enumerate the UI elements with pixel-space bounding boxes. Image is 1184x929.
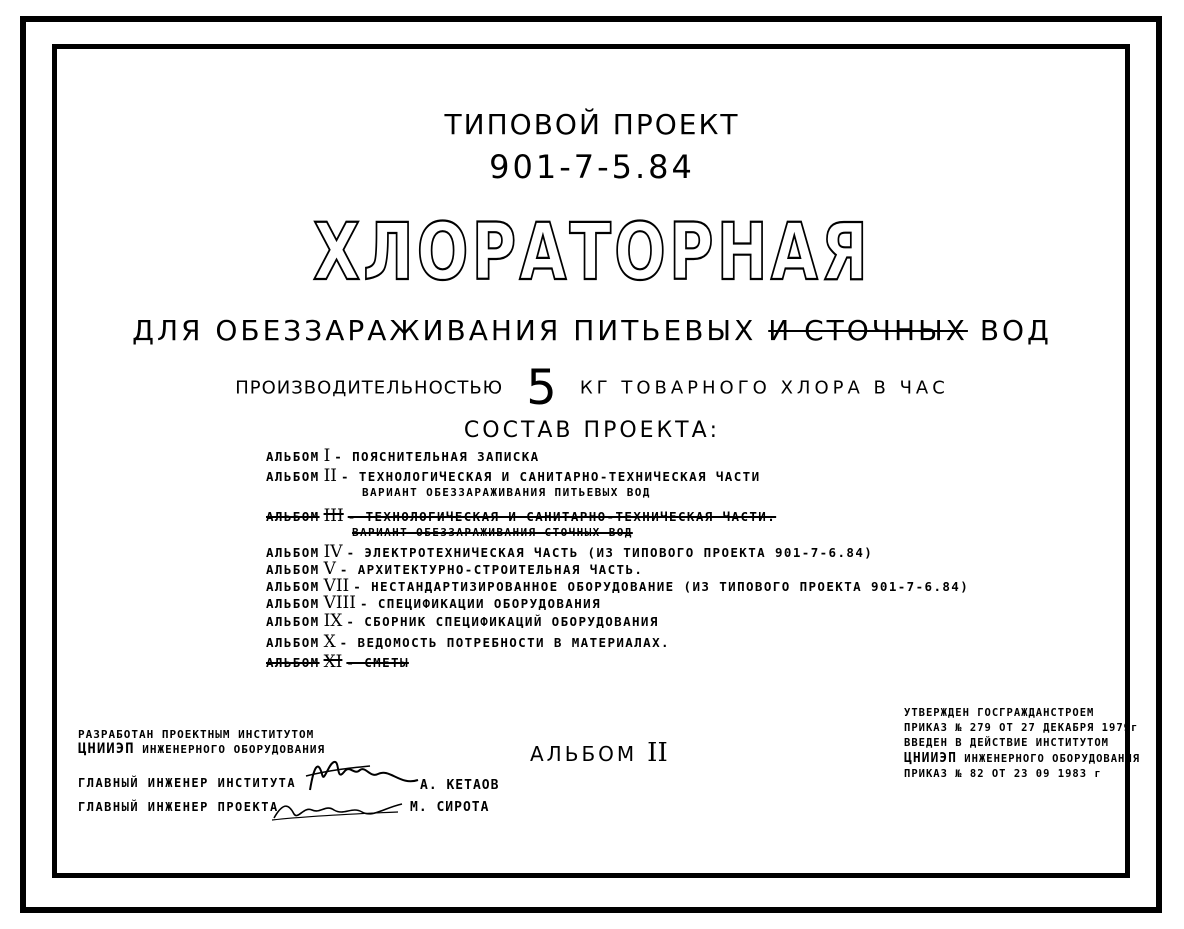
album-row xyxy=(266,652,409,672)
album-row-label: АЛЬБОМ xyxy=(266,655,320,670)
chief-engineer-institute-name: А. КЕТАОВ xyxy=(420,778,500,793)
album-row-text: - НЕСТАНДАРТИЗИРОВАННОЕ ОБОРУДОВАНИЕ (ИЗ ТИПОВОГО ПРОЕКТА 901-7-6.84) xyxy=(353,579,970,594)
album-row-num: II xyxy=(323,466,337,486)
album-row-text: - СПЕЦИФИКАЦИИ ОБОРУДОВАНИЯ xyxy=(360,596,601,611)
album-row-num: IV xyxy=(323,542,343,562)
capacity-suffix: КГ ТОВАРНОГО ХЛОРА В ЧАС xyxy=(579,377,949,399)
album-row xyxy=(266,446,540,466)
album-row-num: VIII xyxy=(323,593,356,613)
album-row-label: АЛЬБОМ xyxy=(266,545,320,560)
album-row xyxy=(266,593,601,613)
developer-line1: РАЗРАБОТАН ПРОЕКТНЫМ ИНСТИТУТОМ xyxy=(78,728,315,741)
album-row-subtitle: ВАРИАНТ ОБЕЗЗАРАЖИВАНИЯ СТОЧНЫХ ВОД xyxy=(352,526,633,539)
signature-sirota-graphic xyxy=(268,796,408,826)
album-row-num: I xyxy=(323,446,331,466)
album-row-label: АЛЬБОМ xyxy=(266,614,320,629)
album-row-num: VII xyxy=(323,576,350,596)
project-type-label: ТИПОВОЙ ПРОЕКТ xyxy=(444,108,740,141)
composition-heading: СОСТАВ ПРОЕКТА: xyxy=(463,418,721,443)
developer-line2 xyxy=(78,741,325,757)
approval-line2: ПРИКАЗ № 279 ОТ 27 ДЕКАБРЯ 1979г xyxy=(904,722,1139,734)
album-row-subtitle: ВАРИАНТ ОБЕЗЗАРАЖИВАНИЯ ПИТЬЕВЫХ ВОД xyxy=(362,486,651,499)
album-row-num: IX xyxy=(323,611,343,631)
album-row-text: - АРХИТЕКТУРНО-СТРОИТЕЛЬНАЯ ЧАСТЬ. xyxy=(339,562,644,577)
album-row-num: V xyxy=(323,559,336,579)
album-row-text: - ТЕХНОЛОГИЧЕСКАЯ И САНИТАРНО-ТЕХНИЧЕСКАЯ ЧАСТИ. xyxy=(347,509,777,524)
album-row-label: АЛЬБОМ xyxy=(266,596,320,611)
album-row-text: - СМЕТЫ xyxy=(346,655,409,670)
album-row xyxy=(266,466,761,486)
album-row-text: - СБОРНИК СПЕЦИФИКАЦИЙ ОБОРУДОВАНИЯ xyxy=(346,614,659,629)
album-row-label: АЛЬБОМ xyxy=(266,579,320,594)
approval-line1: УТВЕРЖДЕН ГОСГРАЖДАНСТРОЕМ xyxy=(904,707,1095,719)
album-row-text: - ЭЛЕКТРОТЕХНИЧЕСКАЯ ЧАСТЬ (ИЗ ТИПОВОГО ПРОЕКТА 901-7-6.84) xyxy=(346,545,874,560)
approval-line3: ВВЕДЕН В ДЕЙСТВИЕ ИНСТИТУТОМ xyxy=(904,737,1110,749)
album-row-label: АЛЬБОМ xyxy=(266,509,320,524)
project-number: 901-7-5.84 xyxy=(489,148,695,186)
document-title: ХЛОРАТОРНАЯ xyxy=(313,208,871,298)
album-designation xyxy=(530,738,668,768)
purpose-suffix: ВОД xyxy=(979,314,1052,347)
approval-block xyxy=(904,706,1140,782)
capacity-value: 5 xyxy=(526,360,557,416)
album-row-text: - ТЕХНОЛОГИЧЕСКАЯ И САНИТАРНО-ТЕХНИЧЕСКАЯ ЧАСТИ xyxy=(341,469,761,484)
album-row-label: АЛЬБОМ xyxy=(266,449,320,464)
album-number: II xyxy=(647,738,668,768)
capacity-line xyxy=(0,360,1184,416)
chief-engineer-project-label: ГЛАВНЫЙ ИНЖЕНЕР ПРОЕКТА xyxy=(78,800,279,814)
album-row-label: АЛЬБОМ xyxy=(266,469,320,484)
album-row-text: - ВЕДОМОСТЬ ПОТРЕБНОСТИ В МАТЕРИАЛАХ. xyxy=(339,635,670,650)
purpose-struck-text: И СТОЧНЫХ xyxy=(768,314,968,347)
approval-institute-rest: ИНЖЕНЕРНОГО ОБОРУДОВАНИЯ xyxy=(964,753,1141,765)
developer-block xyxy=(78,728,325,757)
album-row xyxy=(266,632,670,652)
approval-line4 xyxy=(904,751,1140,767)
capacity-prefix: ПРОИЗВОДИТЕЛЬНОСТЬЮ xyxy=(235,377,504,399)
purpose-line xyxy=(0,314,1184,347)
approval-line5: ПРИКАЗ № 82 ОТ 23 09 1983 г xyxy=(904,768,1102,780)
approval-institute-abbr: ЦНИИЭП xyxy=(904,751,957,766)
album-row-label: АЛЬБОМ xyxy=(266,635,320,650)
album-row xyxy=(266,506,776,526)
developer-institute-abbr: ЦНИИЭП xyxy=(78,741,135,757)
chief-engineer-institute-label: ГЛАВНЫЙ ИНЖЕНЕР ИНСТИТУТА xyxy=(78,776,297,790)
album-row-num: X xyxy=(323,632,336,652)
purpose-prefix: ДЛЯ ОБЕЗЗАРАЖИВАНИЯ ПИТЬЕВЫХ xyxy=(132,314,757,347)
album-row-num: XI xyxy=(323,652,343,672)
developer-institute-rest: ИНЖЕНЕРНОГО ОБОРУДОВАНИЯ xyxy=(142,743,326,756)
album-row xyxy=(266,611,659,631)
signature-ketaov-graphic xyxy=(300,756,430,796)
album-row-text: - ПОЯСНИТЕЛЬНАЯ ЗАПИСКА xyxy=(334,449,540,464)
album-row-label: АЛЬБОМ xyxy=(266,562,320,577)
chief-engineer-project-name: М. СИРОТА xyxy=(410,800,490,815)
album-row-num: III xyxy=(323,506,344,526)
album-label: АЛЬБОМ xyxy=(530,742,638,766)
